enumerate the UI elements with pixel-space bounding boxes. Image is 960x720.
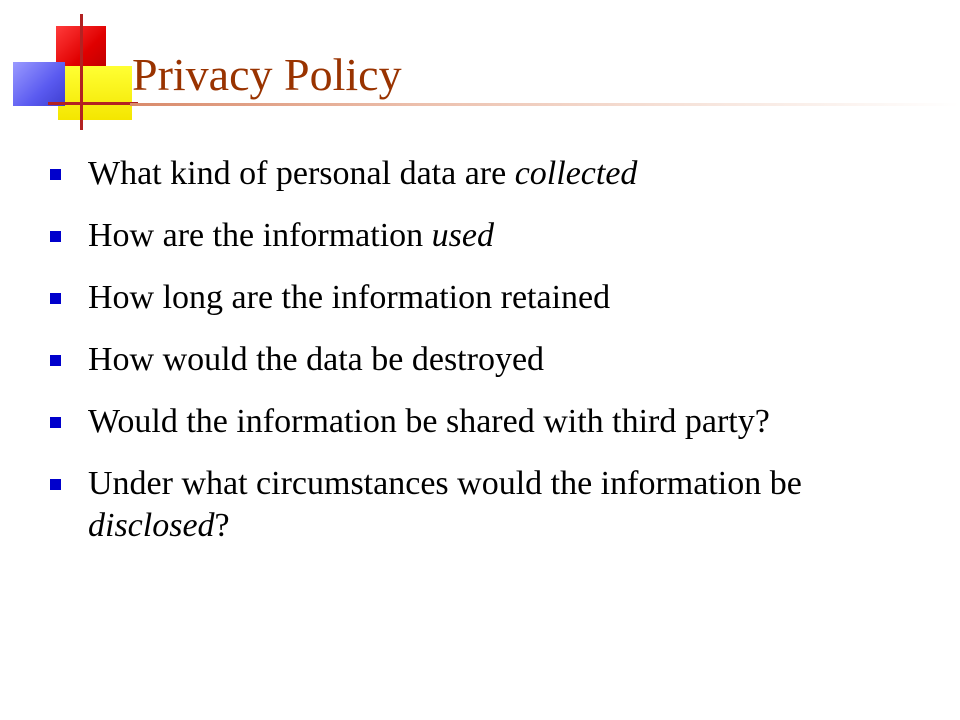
bullet-text-emphasis: collected bbox=[514, 155, 638, 192]
bullet-text-segment: Would the information be shared with third party? bbox=[88, 403, 770, 440]
square-bullet-icon bbox=[50, 479, 61, 490]
bullet-text bbox=[88, 153, 950, 195]
bullet-text-segment: What kind of personal data are bbox=[88, 155, 515, 192]
square-bullet-icon bbox=[50, 231, 61, 242]
bullet-text-segment: How are the information bbox=[88, 217, 432, 254]
bullet-item bbox=[50, 339, 950, 381]
bullet-item bbox=[50, 463, 950, 547]
decorative-squares-logo-icon bbox=[0, 0, 140, 130]
yellow-square bbox=[58, 66, 132, 120]
square-bullet-icon bbox=[50, 293, 61, 304]
bullet-text-emphasis: disclosed bbox=[88, 507, 215, 544]
horizontal-line bbox=[48, 102, 138, 105]
bullet-item bbox=[50, 277, 950, 319]
bullet-text bbox=[88, 215, 950, 257]
bullet-text-segment: Under what circumstances would the information be bbox=[88, 465, 802, 502]
bullet-text bbox=[88, 463, 950, 547]
vertical-line bbox=[80, 14, 83, 130]
square-bullet-icon bbox=[50, 169, 61, 180]
title-underline bbox=[130, 103, 960, 106]
bullet-text bbox=[88, 339, 950, 381]
bullet-text-segment: How long are the information retained bbox=[88, 279, 611, 316]
bullet-item bbox=[50, 153, 950, 195]
bullet-text-segment: ? bbox=[214, 507, 230, 544]
blue-square bbox=[13, 62, 65, 106]
bullet-text bbox=[88, 277, 950, 319]
bullet-item bbox=[50, 215, 950, 257]
square-bullet-icon bbox=[50, 417, 61, 428]
square-bullet-icon bbox=[50, 355, 61, 366]
bullet-text-segment: How would the data be destroyed bbox=[88, 341, 545, 378]
bullet-list bbox=[50, 153, 950, 567]
bullet-item bbox=[50, 401, 950, 443]
bullet-text bbox=[88, 401, 950, 443]
bullet-text-emphasis: used bbox=[431, 217, 494, 254]
slide-title: Privacy Policy bbox=[132, 49, 402, 100]
